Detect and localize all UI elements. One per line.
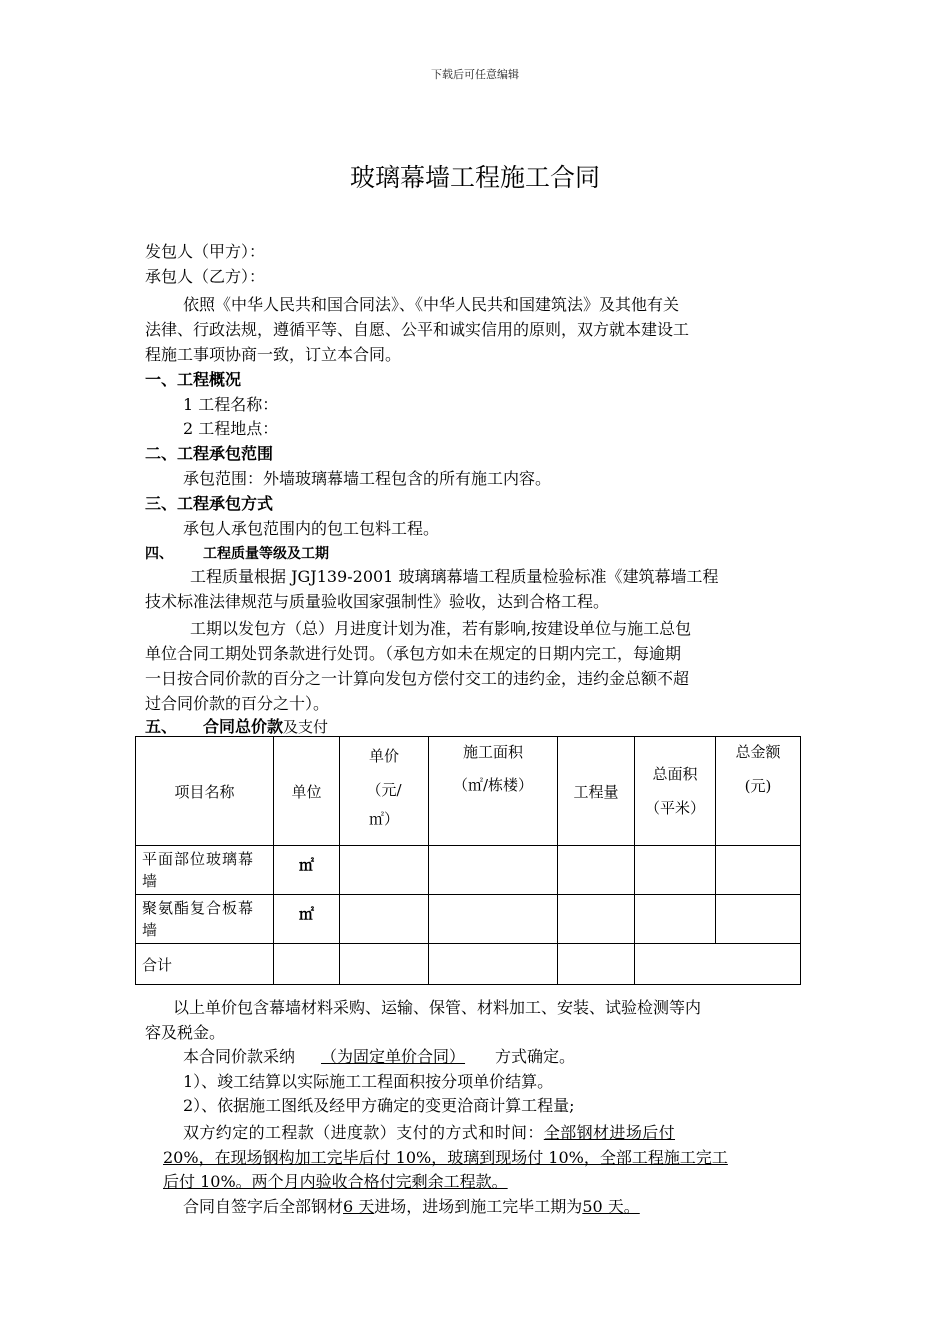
schedule-prefix: 合同自签字后全部钢材 [183, 1197, 344, 1216]
section-3-heading: 三、工程承包方式 [145, 494, 274, 513]
payment-terms-line: 后付 10%。两个月内验收合格付完剩余工程款。 [163, 1172, 508, 1191]
table-cell [635, 846, 716, 895]
payment-prefix: 双方约定的工程款（进度款）支付的方式和时间： [183, 1123, 544, 1142]
construction-period-days: 50 天。 [582, 1197, 640, 1216]
section-2-heading: 二、工程承包范围 [145, 444, 274, 463]
table-cell [274, 944, 340, 985]
section-1-heading: 一、工程概况 [145, 370, 242, 389]
table-row [136, 895, 801, 944]
price-method-prefix: 本合同价款采纳 [183, 1047, 296, 1066]
header-total-area [635, 737, 716, 846]
table-cell [716, 846, 801, 895]
row-unit: ㎡ [274, 895, 340, 944]
section-5-number: 五、 [145, 717, 178, 736]
table-cell [429, 846, 558, 895]
project-site-field: 2 工程地点： [183, 419, 279, 438]
table-cell [429, 944, 558, 985]
steel-arrival-days: 6 天 [343, 1197, 375, 1216]
period-line: 单位合同工期处罚条款进行处罚。（承包方如未在规定的日期内完工，每逾期 [145, 644, 682, 663]
price-method-value: （为固定单价合同） [321, 1047, 466, 1066]
table-cell [558, 944, 635, 985]
header-total-amount [716, 737, 801, 846]
section-5-title: 合同总价款 [203, 717, 284, 736]
price-table [135, 736, 801, 985]
document-title: 玻璃幕墙工程施工合同 [349, 163, 600, 192]
period-line: 工期以发包方（总）月进度计划为准，若有影响,按建设单位与施工总包 [190, 619, 692, 638]
price-method-suffix: 方式确定。 [495, 1047, 576, 1066]
price-note-line: 以上单价包含幕墙材料采购、运输、保管、材料加工、安装、试验检测等内 [173, 998, 702, 1017]
intro-line: 依照《中华人民共和国合同法》、《中华人民共和国建筑法》及其他有关 [183, 295, 680, 314]
period-line: 一日按合同价款的百分之一计算向发包方偿付交工的违约金，违约金总额不超 [145, 669, 690, 688]
quality-line: 工程质量根据 JGJ139-2001 玻璃璃幕墙工程质量检验标准《建筑幕墙工程 [190, 567, 719, 586]
table-cell [429, 895, 558, 944]
payment-terms: 全部钢材进场后付 [543, 1123, 676, 1142]
table-row [136, 846, 801, 895]
section-5-title-suffix: 及支付 [283, 718, 329, 736]
schedule-line [183, 1195, 640, 1219]
table-cell [635, 895, 716, 944]
header-total-amount-line: (元) [744, 777, 772, 795]
table-header-row [136, 737, 801, 846]
header-area-line: （㎡/栋楼） [452, 776, 534, 794]
section-3-body: 承包人承包范围内的包工包料工程。 [183, 519, 440, 538]
section-4-title: 工程质量等级及工期 [203, 546, 329, 562]
payment-line [183, 1121, 675, 1145]
row-item-name: 平面部位玻璃幕墙 [136, 846, 274, 895]
row-unit: ㎡ [274, 846, 340, 895]
section-2-body: 承包范围：外墙玻璃幕墙工程包含的所有施工内容。 [183, 469, 552, 488]
schedule-mid: 进场，进场到施工完毕工期为 [374, 1197, 583, 1216]
header-item-name: 项目名称 [136, 737, 274, 846]
payment-terms-line: 20%，在现场钢构加工完毕后付 10%，玻璃到现场付 10%，全部工程施工完工 [163, 1148, 728, 1167]
settlement-item-2: 2）、依据施工图纸及经甲方确定的变更洽商计算工程量; [183, 1096, 575, 1115]
header-unit: 单位 [274, 737, 340, 846]
contractor-line: 承包人（乙方）： [145, 267, 266, 286]
intro-line: 程施工事项协商一致，订立本合同。 [145, 345, 402, 364]
header-total-area-line: 总面积 [652, 765, 698, 783]
price-note-line: 容及税金。 [145, 1023, 226, 1042]
table-cell [340, 944, 429, 985]
table-cell [558, 895, 635, 944]
header-area-line: 施工面积 [462, 743, 523, 761]
header-total-area-line: （平米） [644, 799, 705, 817]
intro-line: 法律、行政法规，遵循平等、自愿、公平和诚实信用的原则，双方就本建设工 [145, 320, 690, 339]
header-unit-price-line: 单价 [368, 747, 399, 765]
header-construction-area [429, 737, 558, 846]
header-note: 下载后可任意编辑 [431, 68, 519, 81]
row-item-name: 聚氨酯复合板幕墙 [136, 895, 274, 944]
table-cell [716, 895, 801, 944]
section-4-number: 四、 [145, 546, 173, 562]
table-cell [558, 846, 635, 895]
row-total-label: 合计 [136, 944, 274, 985]
table-cell [340, 846, 429, 895]
table-cell [340, 895, 429, 944]
price-method-line [183, 1045, 575, 1069]
header-unit-price [340, 737, 429, 846]
header-quantity: 工程量 [558, 737, 635, 846]
header-total-amount-line: 总金额 [735, 743, 781, 761]
table-total-row [136, 944, 801, 985]
project-name-field: 1 工程名称： [183, 395, 279, 414]
period-line: 过合同价款的百分之十）。 [145, 694, 330, 713]
employer-line: 发包人（甲方）： [145, 242, 266, 261]
table-cell [635, 944, 801, 985]
quality-line: 技术标准法律规范与质量验收国家强制性》验收，达到合格工程。 [145, 592, 610, 611]
section-4-heading [145, 542, 329, 566]
settlement-item-1: 1）、竣工结算以实际施工工程面积按分项单价结算。 [183, 1072, 554, 1091]
header-unit-price-line: ㎡） [368, 810, 399, 828]
header-unit-price-line: （元/ [366, 781, 402, 799]
